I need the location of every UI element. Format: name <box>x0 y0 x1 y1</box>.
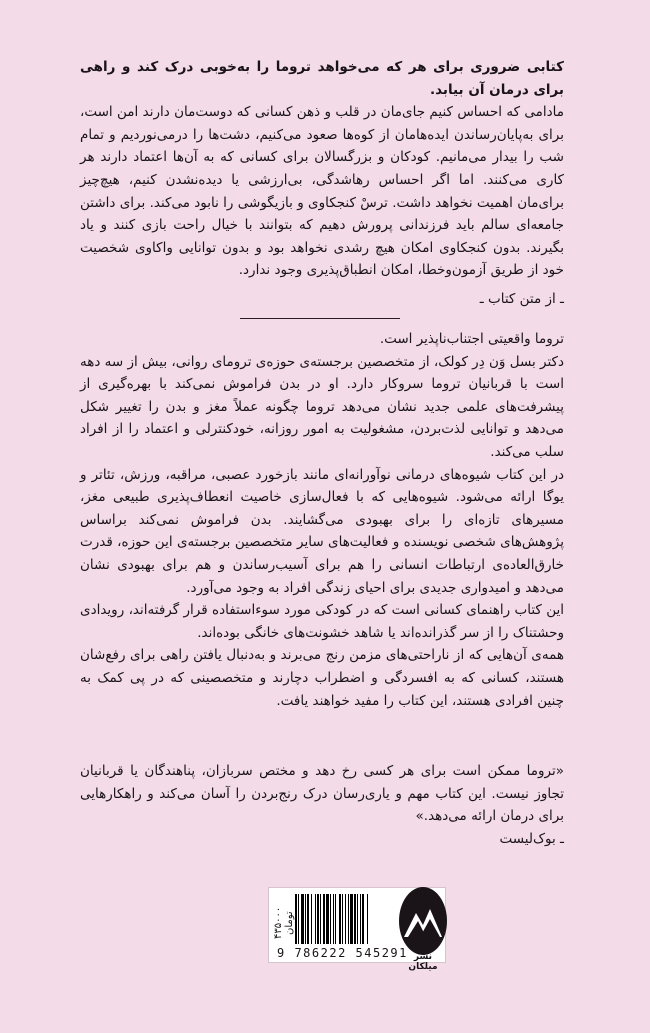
about-section <box>80 328 564 712</box>
barcode-gap <box>368 894 369 944</box>
isbn-digits: 9 786222 545291 <box>277 946 408 960</box>
review-source: ـ بوک‌لیست <box>499 830 564 847</box>
blurb-body: مادامی که احساس کنیم جای‌مان در قلب و ذهن کسانی که دوست‌مان دارند امن است، برای به‌پایان‌رساندن ایده‌هامان از کوه‌ها صعود می‌کنیم، دشت‌ها را درمی‌نوردیم و تمام شب را بیدار می‌مانیم. کودکان و بزرگسالان برای کسانی که به آن‌ها اعتماد دارند هر کاری می‌کنند. اما اگر احساس رهاشدگی، بی‌ارزشی یا دیده‌نشدن کنیم، هیچ‌چیز برای‌مان اهمیت نخواهد داشت. ترسْ کنجکاوی و بازیگوشی را نابود می‌کند. برای داشتن جامعه‌ای سالم باید فرزندانی پرورش دهیم که بتوانند با خیال راحت بازی کنند و یاد بگیرند. بدون کنجکاوی امکان هیچ رشدی نخواهد بود و بدون توانایی واکاوی شخصیت خود از طریق آزمون‌وخطا، امکان انطباق‌پذیری وجود ندارد. <box>80 104 564 279</box>
review-section <box>80 760 564 850</box>
review-quote: «تروما ممکن است برای هر کسی رخ دهد و مختص سربازان، پناهندگان یا قربانیان تجاوز نیست. این کتاب مهم و یاری‌رسان درک رنج‌بردن را آسان می‌کند و راهکارهایی برای درمان ارائه می‌دهد.» <box>80 763 564 825</box>
about-paragraph: تروما واقعیتی اجتناب‌ناپذیر است. <box>379 331 564 347</box>
blurb-section <box>80 56 564 311</box>
about-paragraph: این کتاب راهنمای کسانی است که در کودکی مورد سوءاستفاده قرار گرفته‌اند، رویدادی وحشتناک را از سر گذرانده‌اند یا شاهد خشونت‌های خانگی بوده‌اند. <box>80 602 564 641</box>
about-paragraph: دکتر بسل وَن دِر کولک، از متخصصین برجسته‌ی حوزه‌ی ترومای روانی، بیش از سه دهه است با قربانیان تروما سروکار دارد. او در بدن فراموش نمی‌کند با بهره‌گیری از پیشرفت‌های علمی جدید نشان می‌دهد تروما چگونه عملاً مغز و بدن را تغییر شکل می‌دهد و توانایی لذت‌بردن، مشغولیت به امور روزانه، خودکنترلی و اعتماد را از افراد سلب می‌کند. <box>79 353 564 460</box>
price-label: ۴۳۵۰۰۰ تومان <box>273 906 295 940</box>
publisher-name: نشر میلکان <box>408 952 438 972</box>
blurb-attribution: ـ از متن کتاب ـ <box>479 290 564 307</box>
about-paragraph: همه‌ی آن‌هایی که از ناراحتی‌های مزمن رنج می‌برند و به‌دنبال یافتن راهی برای رفع‌شان هستند، کسانی که به افسردگی و اضطراب دچارند و متخصصینی که در پی کمک به چنین افرادی هستند، این کتاب را مفید خواهند یافت. <box>80 647 564 709</box>
blurb-lead: کتابی ضروری برای هر که می‌خواهد تروما را به‌خوبی درک کند و راهی برای درمان آن بیابد. <box>80 59 564 98</box>
about-paragraph: در این کتاب شیوه‌های درمانی نوآورانه‌ای مانند بازخورد عصبی، مراقبه، ورزش، تئاتر و یوگا ارائه می‌شود. شیوه‌هایی که با فعال‌سازی خاصیت انعطاف‌پذیری طبیعی مغز، مسیرهای تازه‌ای را برای بهبودی می‌گشایند. بدن فراموش نمی‌کند براساس پژوهش‌های شخصی نویسنده و فعالیت‌های سایر متخصصین برجسته‌ی این حوزه، قدرت خارق‌العاده‌ی ارتباطات انسانی را هم برای آسیب‌رساندن و هم برای بهبودی نشان می‌دهد و امیدواری جدیدی برای احیای زندگی افراد به وجود می‌آورد. <box>80 466 564 596</box>
section-divider <box>240 318 400 319</box>
